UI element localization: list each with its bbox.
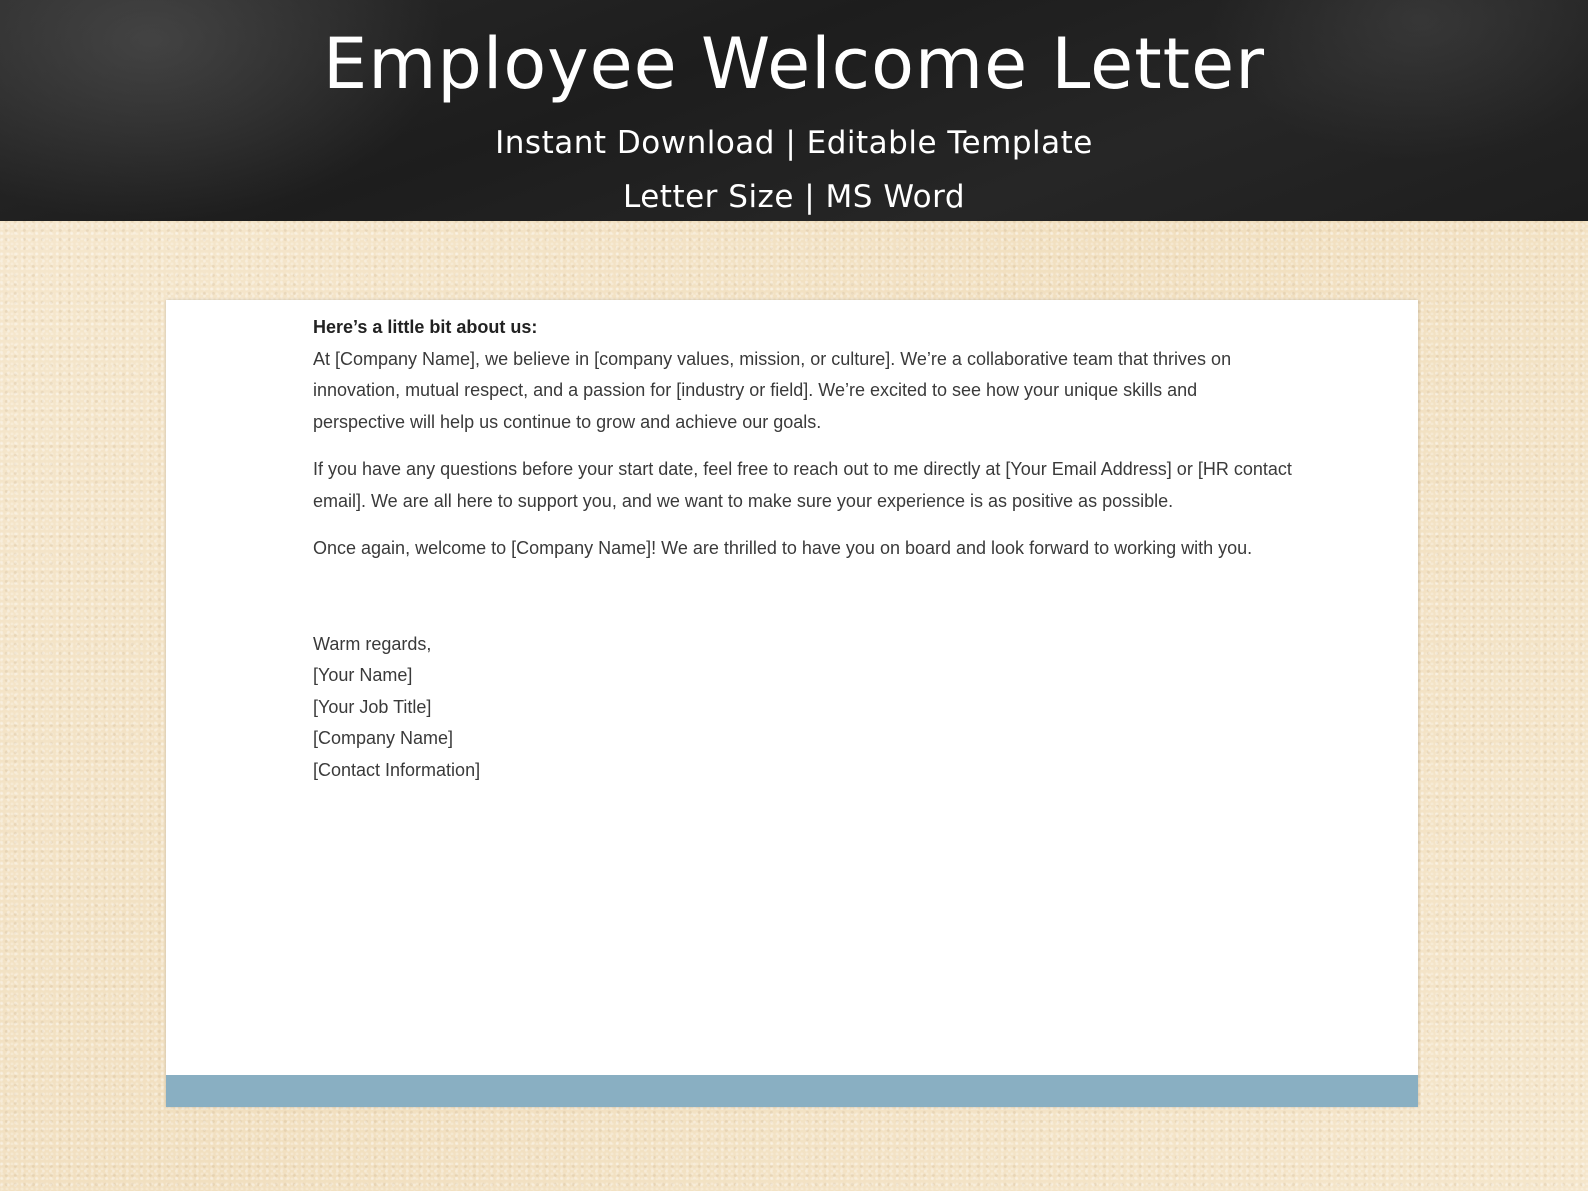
header-banner: [0, 0, 1588, 221]
signature-job-title: [Your Job Title]: [313, 696, 432, 717]
letter-paragraph-about: At [Company Name], we believe in [company values, mission, or culture]. We’re a collaborative team that thrives on innovation, mutual respect, and a passion for [industry or field]. We’re excited to see how your unique skills and perspective will help us continue to grow and achieve our goals.: [313, 348, 1232, 432]
document-footer-bar: [166, 1075, 1418, 1107]
banner-title: Employee Welcome Letter: [323, 23, 1265, 105]
banner-subtitle-format: Instant Download | Editable Template: [495, 125, 1093, 161]
signature-contact: [Contact Information]: [313, 759, 481, 780]
letter-paragraph-questions: If you have any questions before your start date, feel free to reach out to me directly at [Your Email Address] or [HR contact email]. We are all here to support you, and we want to make sure your experience is as positive as possible.: [313, 459, 1292, 511]
banner-subtitle-size: Letter Size | MS Word: [622, 179, 966, 215]
letter-signature-block: [313, 629, 1293, 787]
letter-section-heading: Here’s a little bit about us:: [313, 317, 538, 337]
letter-document-page: [166, 300, 1418, 1107]
closing-salutation: Warm regards,: [313, 633, 432, 654]
signature-company: [Company Name]: [313, 728, 454, 748]
signature-name: [Your Name]: [313, 665, 413, 685]
letter-paragraph-welcome: Once again, welcome to [Company Name]! We are thrilled to have you on board and look forward to working with you.: [313, 538, 1253, 558]
letter-body: [313, 312, 1293, 786]
